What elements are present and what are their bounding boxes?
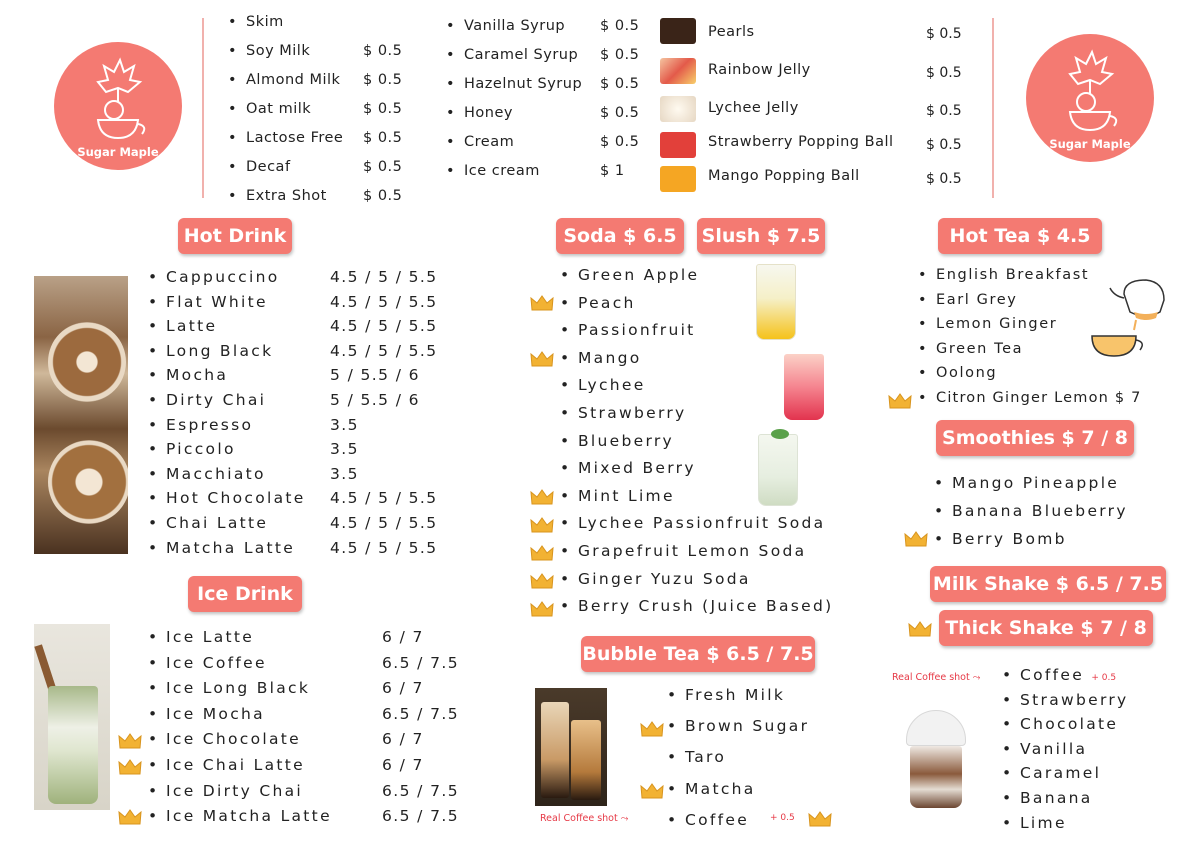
- menu-item: • Strawberry: [1020, 691, 1180, 716]
- hot-tea-title: Hot Tea $ 4.5: [938, 218, 1102, 254]
- syrup-options-list: [464, 18, 644, 192]
- menu-item: • Piccolo 3.5: [166, 440, 486, 465]
- crown-icon: [640, 782, 664, 800]
- topping-item: Pearls $ 0.5: [658, 16, 968, 48]
- shake-list: [1020, 666, 1180, 838]
- crown-icon: [530, 488, 554, 506]
- bubble-tea-cup-icon: [541, 702, 569, 798]
- topping-item: Strawberry Popping Ball $ 0.5: [658, 130, 968, 162]
- milk-option: • Skim: [246, 14, 426, 43]
- menu-item: • Ice Dirty Chai 6.5 / 7.5: [166, 782, 496, 808]
- divider-left: [202, 18, 204, 198]
- lime-soda-cup-icon: [758, 434, 798, 506]
- menu-item: • Ice Matcha Latte 6.5 / 7.5: [166, 807, 496, 833]
- menu-item: • Taro: [685, 748, 845, 779]
- menu-item: • Green Apple: [578, 266, 868, 294]
- menu-item: • Berry Bomb: [952, 530, 1172, 558]
- crown-icon: [904, 530, 928, 548]
- brand-logo-right: [1026, 34, 1154, 162]
- menu-item: • Lychee Passionfruit Soda: [578, 514, 868, 542]
- milk-option: • Extra Shot $ 0.5: [246, 188, 426, 217]
- coffee-extra-price: + 0.5: [770, 813, 795, 823]
- brand-logo-left: [54, 42, 182, 170]
- menu-item: • Coffee: [685, 811, 845, 842]
- menu-item: • Citron Ginger Lemon $ 7: [936, 390, 1186, 415]
- syrup-option: • Honey $ 0.5: [464, 105, 644, 134]
- milk-option: • Decaf $ 0.5: [246, 159, 426, 188]
- menu-item: • Brown Sugar: [685, 717, 845, 748]
- ice-drink-title: Ice Drink: [188, 576, 302, 612]
- coffee-cups-photo: [34, 276, 128, 554]
- menu-item: • Lemon Ginger: [936, 316, 1186, 341]
- lychee-jelly-icon: [660, 96, 696, 122]
- slush-title: Slush $ 7.5: [697, 218, 825, 254]
- mint-icon: [771, 429, 789, 439]
- latte-art-icon: [48, 322, 126, 402]
- syrup-option: • Cream $ 0.5: [464, 134, 644, 163]
- shake-body-icon: [910, 746, 962, 808]
- menu-item: • Ice Mocha 6.5 / 7.5: [166, 705, 496, 731]
- soda-list: [578, 266, 868, 625]
- brand-name: Sugar Maple: [77, 145, 159, 159]
- menu-item: • Mint Lime: [578, 487, 868, 515]
- ice-drink-list: [166, 628, 496, 833]
- menu-item: • Espresso 3.5: [166, 416, 486, 441]
- iced-matcha-photo: [34, 624, 110, 810]
- crown-icon: [888, 392, 912, 410]
- topping-item: Rainbow Jelly $ 0.5: [658, 56, 968, 88]
- menu-item: • Hot Chocolate 4.5 / 5 / 5.5: [166, 489, 486, 514]
- crown-icon: [530, 294, 554, 312]
- bubble-tea-photo: [535, 688, 607, 806]
- yellow-soda-cup-icon: [756, 264, 796, 340]
- menu-item: • Passionfruit: [578, 321, 868, 349]
- menu-item: • Ginger Yuzu Soda: [578, 570, 868, 598]
- menu-item: • Vanilla: [1020, 740, 1180, 765]
- brand-name: Sugar Maple: [1049, 137, 1131, 151]
- pearls-icon: [660, 18, 696, 44]
- menu-item: • Banana: [1020, 789, 1180, 814]
- menu-item: • Mocha 5 / 5.5 / 6: [166, 366, 486, 391]
- menu-item: • Flat White 4.5 / 5 / 5.5: [166, 293, 486, 318]
- real-coffee-shot-note: Real Coffee shot ⤳: [540, 813, 629, 824]
- bubble-tea-title: Bubble Tea $ 6.5 / 7.5: [581, 636, 815, 672]
- crown-icon: [118, 732, 142, 750]
- milk-shake-title: Milk Shake $ 6.5 / 7.5: [930, 566, 1166, 602]
- menu-item: • Cappuccino 4.5 / 5 / 5.5: [166, 268, 486, 293]
- milk-option: • Oat milk $ 0.5: [246, 101, 426, 130]
- crown-icon: [530, 600, 554, 618]
- syrup-option: • Vanilla Syrup $ 0.5: [464, 18, 644, 47]
- mango-popping-ball-icon: [660, 166, 696, 192]
- milk-options-list: [246, 14, 426, 217]
- syrup-option: • Ice cream $ 1: [464, 163, 644, 192]
- topping-item: Mango Popping Ball $ 0.5: [658, 164, 968, 196]
- menu-item: • Mango: [578, 349, 868, 377]
- shake-lid-icon: [906, 710, 966, 746]
- menu-item: • Long Black 4.5 / 5 / 5.5: [166, 342, 486, 367]
- menu-item: • Lychee: [578, 376, 868, 404]
- menu-item: • Green Tea: [936, 341, 1186, 366]
- menu-item: • Mixed Berry: [578, 459, 868, 487]
- bubble-tea-cup-icon: [571, 720, 601, 800]
- syrup-option: • Caramel Syrup $ 0.5: [464, 47, 644, 76]
- hot-drink-title: Hot Drink: [178, 218, 292, 254]
- menu-item: • Oolong: [936, 365, 1186, 390]
- milkshake-cup-icon: [904, 710, 968, 810]
- menu-item: • Ice Chocolate 6 / 7: [166, 730, 496, 756]
- strawberry-popping-ball-icon: [660, 132, 696, 158]
- soda-title: Soda $ 6.5: [556, 218, 684, 254]
- real-coffee-shot-note: Real Coffee shot ⤳: [892, 672, 981, 683]
- menu-item: • Ice Chai Latte 6 / 7: [166, 756, 496, 782]
- menu-item: • Mango Pineapple: [952, 474, 1172, 502]
- coffee-extra-price: + 0.5: [1091, 673, 1117, 683]
- smoothies-list: [952, 474, 1172, 558]
- crown-icon: [530, 544, 554, 562]
- smoothies-title: Smoothies $ 7 / 8: [936, 420, 1134, 456]
- menu-item: • Fresh Milk: [685, 686, 845, 717]
- menu-item: • Matcha: [685, 780, 845, 811]
- crown-icon: [530, 572, 554, 590]
- menu-item: • Ice Latte 6 / 7: [166, 628, 496, 654]
- menu-item: • Ice Coffee 6.5 / 7.5: [166, 654, 496, 680]
- rainbow-jelly-icon: [660, 58, 696, 84]
- menu-item: • Coffee + 0.5: [1020, 666, 1180, 691]
- menu-item: • Berry Crush (Juice Based): [578, 597, 868, 625]
- syrup-option: • Hazelnut Syrup $ 0.5: [464, 76, 644, 105]
- menu-item: • Earl Grey: [936, 292, 1186, 317]
- crown-icon: [908, 620, 932, 638]
- menu-item: • Peach: [578, 294, 868, 322]
- menu-item: • Dirty Chai 5 / 5.5 / 6: [166, 391, 486, 416]
- latte-art-icon: [48, 440, 128, 524]
- menu-item: • Grapefruit Lemon Soda: [578, 542, 868, 570]
- red-soda-cup-icon: [784, 354, 824, 420]
- crown-icon: [530, 516, 554, 534]
- menu-item: • Blueberry: [578, 432, 868, 460]
- milk-option: • Soy Milk $ 0.5: [246, 43, 426, 72]
- milk-option: • Lactose Free $ 0.5: [246, 130, 426, 159]
- glass-icon: [48, 686, 98, 804]
- menu-item: • Chai Latte 4.5 / 5 / 5.5: [166, 514, 486, 539]
- menu-item: • Caramel: [1020, 764, 1180, 789]
- menu-item: • Lime: [1020, 814, 1180, 839]
- menu-item: • Matcha Latte 4.5 / 5 / 5.5: [166, 539, 486, 564]
- menu-item: • Chocolate: [1020, 715, 1180, 740]
- crown-icon: [118, 808, 142, 826]
- menu-item: • English Breakfast: [936, 267, 1186, 292]
- hot-drink-list: [166, 268, 486, 563]
- crown-icon: [118, 758, 142, 776]
- crown-icon: [640, 720, 664, 738]
- topping-item: Lychee Jelly $ 0.5: [658, 94, 968, 126]
- menu-item: • Macchiato 3.5: [166, 465, 486, 490]
- menu-item: • Strawberry: [578, 404, 868, 432]
- teapot-icon: [1088, 272, 1172, 364]
- milk-option: • Almond Milk $ 0.5: [246, 72, 426, 101]
- menu-item: • Banana Blueberry: [952, 502, 1172, 530]
- crown-icon: [530, 350, 554, 368]
- thick-shake-title: Thick Shake $ 7 / 8: [939, 610, 1153, 646]
- crown-icon: [808, 810, 832, 828]
- divider-right: [992, 18, 994, 198]
- menu-item: • Ice Long Black 6 / 7: [166, 679, 496, 705]
- menu-item: • Latte 4.5 / 5 / 5.5: [166, 317, 486, 342]
